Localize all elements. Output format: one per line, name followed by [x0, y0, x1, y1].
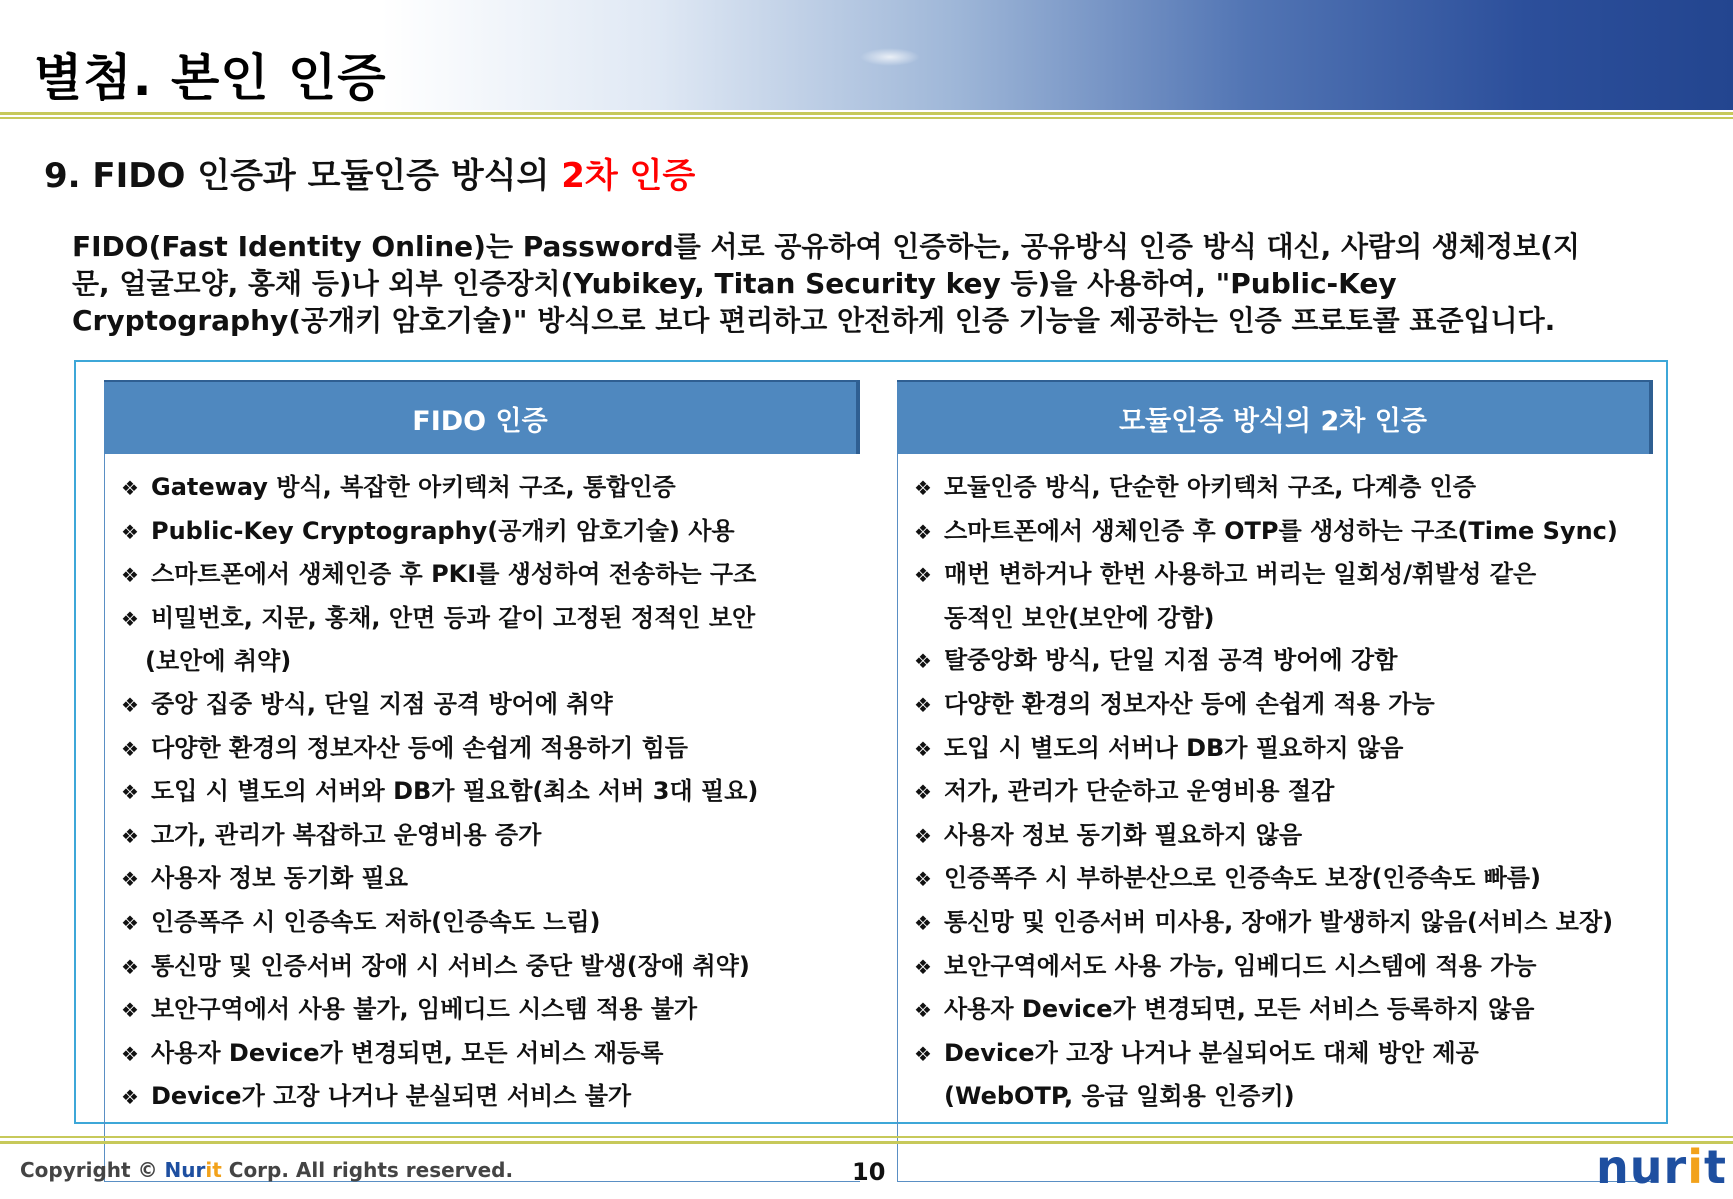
- section-title: [44, 148, 695, 197]
- footer-divider: [0, 1136, 1733, 1138]
- bullet-icon: ❖: [914, 823, 932, 848]
- bullet-icon: ❖: [121, 519, 139, 544]
- bullet-icon: ❖: [121, 867, 139, 892]
- list-item: ❖ 보안구역에서 사용 불가, 임베디드 시스템 적용 불가: [121, 988, 860, 1032]
- list-item: ❖ Device가 고장 나거나 분실되어도 대체 방안 제공: [914, 1032, 1653, 1076]
- bullet-icon: ❖: [121, 780, 139, 805]
- module-auth-column: [897, 380, 1653, 1182]
- bullet-icon: ❖: [914, 1041, 932, 1066]
- banner-cloud-decoration: [860, 48, 920, 66]
- list-item: ❖ 다양한 환경의 정보자산 등에 손쉽게 적용 가능: [914, 683, 1653, 727]
- intro-line-3: Cryptography(공개키 암호기술)" 방식으로 보다 편리하고 안전하게 인증 기능을 제공하는 인증 프로토콜 표준입니다.: [72, 304, 1556, 337]
- list-item: ❖ 통신망 및 인증서버 장애 시 서비스 중단 발생(장애 취약): [121, 945, 860, 989]
- bullet-icon: ❖: [121, 476, 139, 500]
- bullet-icon: ❖: [914, 736, 932, 761]
- bullet-icon: ❖: [121, 692, 139, 717]
- list-item: ❖ Gateway 방식, 복잡한 아키텍처 구조, 통합인증: [121, 466, 860, 510]
- bullet-icon: ❖: [121, 823, 139, 848]
- list-item-continuation: 동적인 보안(보안에 강함): [944, 603, 1215, 632]
- bullet-icon: ❖: [914, 910, 932, 935]
- list-item: ❖ 통신망 및 인증서버 미사용, 장애가 발생하지 않음(서비스 보장): [914, 901, 1653, 945]
- list-item: ❖ 비밀번호, 지문, 홍채, 안면 등과 같이 고정된 정적인 보안: [121, 597, 860, 641]
- bullet-icon: ❖: [121, 998, 139, 1023]
- list-item: ❖ 저가, 관리가 단순하고 운영비용 절감: [914, 770, 1653, 814]
- list-item: ❖ 인증폭주 시 부하분산으로 인증속도 보장(인증속도 빠름): [914, 857, 1653, 901]
- list-item: ❖ Public-Key Cryptography(공개키 암호기술) 사용: [121, 510, 860, 554]
- list-item: ❖ 스마트폰에서 생체인증 후 OTP를 생성하는 구조(Time Sync): [914, 510, 1653, 554]
- fido-column: [104, 380, 860, 1182]
- bullet-icon: ❖: [121, 563, 139, 588]
- bullet-icon: ❖: [914, 998, 932, 1023]
- copyright-notice: Copyright © Nurit Corp. All rights reserved.: [20, 1158, 514, 1182]
- list-item: ❖ 스마트폰에서 생체인증 후 PKI를 생성하여 전송하는 구조: [121, 553, 860, 597]
- footer-divider-2: [0, 1141, 1733, 1144]
- list-item: ❖ 사용자 정보 동기화 필요: [121, 857, 860, 901]
- list-item: ❖ 사용자 Device가 변경되면, 모든 서비스 재등록: [121, 1032, 860, 1076]
- bullet-icon: ❖: [914, 780, 932, 805]
- bullet-icon: ❖: [914, 649, 932, 674]
- bullet-icon: ❖: [121, 1085, 139, 1110]
- bullet-icon: ❖: [914, 476, 932, 500]
- page-title: 별첨. 본인 인증: [34, 49, 387, 107]
- list-item: ❖ 모듈인증 방식, 단순한 아키텍처 구조, 다계층 인증: [914, 466, 1653, 510]
- bullet-icon: ❖: [121, 1041, 139, 1066]
- list-item: ❖ 사용자 정보 동기화 필요하지 않음: [914, 814, 1653, 858]
- fido-list: [104, 454, 860, 1182]
- module-auth-column-header: 모듈인증 방식의 2차 인증: [897, 380, 1653, 454]
- list-item: ❖ 중앙 집중 방식, 단일 지점 공격 방어에 취약: [121, 683, 860, 727]
- list-item: ❖ 도입 시 별도의 서버와 DB가 필요함(최소 서버 3대 필요): [121, 770, 860, 814]
- section-title-main: 9. FIDO 인증과 모듈인증 방식의: [44, 156, 562, 196]
- bullet-icon: ❖: [121, 606, 139, 631]
- bullet-icon: ❖: [121, 910, 139, 935]
- list-item: ❖ 고가, 관리가 복잡하고 운영비용 증가: [121, 814, 860, 858]
- bullet-icon: ❖: [914, 519, 932, 544]
- list-item: ❖ 인증폭주 시 인증속도 저하(인증속도 느림): [121, 901, 860, 945]
- list-item: ❖ 다양한 환경의 정보자산 등에 손쉽게 적용하기 힘듬: [121, 727, 860, 771]
- nurit-logo: nurit: [1596, 1140, 1727, 1194]
- section-title-highlight: 2차 인증: [561, 156, 696, 196]
- header-divider: [0, 112, 1733, 115]
- module-auth-list: [897, 454, 1653, 1182]
- fido-column-header: FIDO 인증: [104, 380, 860, 454]
- list-item: ❖ 탈중앙화 방식, 단일 지점 공격 방어에 강함: [914, 639, 1653, 683]
- bullet-icon: ❖: [914, 563, 932, 588]
- intro-paragraph: [72, 228, 1692, 339]
- bullet-icon: ❖: [914, 867, 932, 892]
- list-item-continuation: (보안에 취약): [145, 647, 292, 676]
- list-item: ❖ 보안구역에서도 사용 가능, 임베디드 시스템에 적용 가능: [914, 945, 1653, 989]
- list-item: ❖ 사용자 Device가 변경되면, 모든 서비스 등록하지 않음: [914, 988, 1653, 1032]
- header-divider-2: [0, 117, 1733, 119]
- bullet-icon: ❖: [121, 736, 139, 761]
- list-item: ❖ 도입 시 별도의 서버나 DB가 필요하지 않음: [914, 727, 1653, 771]
- bullet-icon: ❖: [914, 692, 932, 717]
- list-item: ❖ 매번 변하거나 한번 사용하고 버리는 일회성/휘발성 같은: [914, 553, 1653, 597]
- intro-line-1: FIDO(Fast Identity Online)는 Password를 서로 공유하여 인증하는, 공유방식 인증 방식 대신, 사람의 생체정보(지: [72, 230, 1580, 263]
- list-item: ❖ Device가 고장 나거나 분실되면 서비스 불가: [121, 1075, 860, 1119]
- page-number: 10: [852, 1158, 886, 1186]
- bullet-icon: ❖: [914, 954, 932, 979]
- bullet-icon: ❖: [121, 954, 139, 979]
- list-item-continuation: (WebOTP, 응급 일회용 인증키): [944, 1082, 1295, 1111]
- intro-line-2: 문, 얼굴모양, 홍채 등)나 외부 인증장치(Yubikey, Titan Security key 등)을 사용하여, "Public-Key: [72, 267, 1397, 300]
